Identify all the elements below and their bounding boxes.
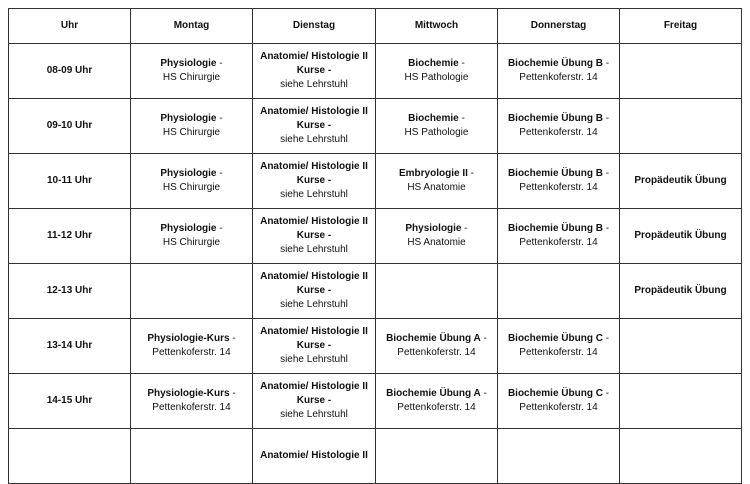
course-location: - xyxy=(216,58,223,69)
course-name: Physiologie xyxy=(160,168,217,179)
time-label: 10-11 Uhr xyxy=(46,175,93,186)
course-cell xyxy=(376,44,498,99)
course-location: - xyxy=(467,168,474,179)
course-line xyxy=(255,408,373,422)
course-cell xyxy=(376,264,498,319)
course-name: Kurse - xyxy=(296,230,332,241)
course-location: - xyxy=(480,333,487,344)
course-name: Biochemie Übung B xyxy=(507,168,603,179)
course-line xyxy=(133,167,250,181)
course-name: Kurse - xyxy=(296,395,332,406)
course-location: HS Anatomie xyxy=(407,237,466,248)
course-location: - xyxy=(602,168,610,179)
course-name: Anatomie/ Histologie II xyxy=(260,106,368,117)
course-line xyxy=(378,222,495,236)
course-line xyxy=(378,126,495,140)
column-header: Mittwoch xyxy=(376,9,498,44)
column-header: Dienstag xyxy=(253,9,376,44)
course-location: siehe Lehrstuhl xyxy=(280,409,348,420)
course-line xyxy=(500,332,617,346)
course-location: HS Anatomie xyxy=(407,182,466,193)
course-line xyxy=(500,236,617,250)
course-location: HS Chirurgie xyxy=(162,127,221,138)
course-line xyxy=(500,181,617,195)
course-location: Pettenkoferstr. 14 xyxy=(152,347,231,358)
course-line xyxy=(378,71,495,85)
course-line xyxy=(133,57,250,71)
course-line xyxy=(133,236,250,250)
course-line xyxy=(133,126,250,140)
course-cell xyxy=(620,44,742,99)
course-line xyxy=(255,50,373,64)
column-header: Montag xyxy=(131,9,253,44)
course-line xyxy=(378,332,495,346)
course-cell xyxy=(376,99,498,154)
course-location: Pettenkoferstr. 14 xyxy=(152,402,231,413)
course-name: Physiologie xyxy=(160,113,217,124)
course-line xyxy=(255,215,373,229)
course-cell xyxy=(620,374,742,429)
course-cell xyxy=(376,209,498,264)
course-name: Anatomie/ Histologie II xyxy=(260,381,368,392)
time-label: 11-12 Uhr xyxy=(46,230,93,241)
course-line xyxy=(133,387,250,401)
header-row xyxy=(9,9,742,44)
course-name: Biochemie Übung B xyxy=(507,113,603,124)
course-location: Pettenkoferstr. 14 xyxy=(519,182,598,193)
course-name: Kurse - xyxy=(296,120,332,131)
time-label: 08-09 Uhr xyxy=(46,65,93,76)
course-cell xyxy=(620,99,742,154)
course-location: Pettenkoferstr. 14 xyxy=(519,127,598,138)
course-line xyxy=(133,181,250,195)
course-line xyxy=(500,387,617,401)
course-location: - xyxy=(602,113,610,124)
course-line xyxy=(133,346,250,360)
course-line xyxy=(255,229,373,243)
course-cell xyxy=(498,209,620,264)
course-cell xyxy=(498,154,620,209)
course-cell xyxy=(131,319,253,374)
course-cell xyxy=(253,99,376,154)
course-cell xyxy=(253,429,376,484)
course-location: - xyxy=(229,388,236,399)
course-line xyxy=(255,133,373,147)
time-cell xyxy=(9,374,131,429)
course-name: Biochemie Übung A xyxy=(386,388,481,399)
course-line xyxy=(255,339,373,353)
timetable xyxy=(8,8,742,484)
time-label: 09-10 Uhr xyxy=(46,120,93,131)
table-row xyxy=(9,209,742,264)
course-line xyxy=(255,449,373,463)
course-line xyxy=(500,222,617,236)
course-name: Propädeutik Übung xyxy=(634,230,727,241)
course-name: Kurse - xyxy=(296,65,332,76)
course-name: Embryologie II xyxy=(398,168,468,179)
course-cell xyxy=(253,209,376,264)
course-line xyxy=(133,332,250,346)
course-line xyxy=(500,112,617,126)
course-line xyxy=(255,394,373,408)
course-name: Biochemie xyxy=(408,113,459,124)
course-line xyxy=(255,160,373,174)
course-cell xyxy=(253,154,376,209)
table-row xyxy=(9,154,742,209)
course-cell xyxy=(131,429,253,484)
course-line xyxy=(255,298,373,312)
course-line xyxy=(378,181,495,195)
course-cell xyxy=(131,209,253,264)
course-name: Physiologie xyxy=(160,223,217,234)
course-name: Biochemie xyxy=(408,58,459,69)
course-line xyxy=(622,229,739,243)
time-cell xyxy=(9,319,131,374)
course-location: Pettenkoferstr. 14 xyxy=(519,347,598,358)
time-label: 14-15 Uhr xyxy=(46,395,93,406)
course-cell xyxy=(620,429,742,484)
course-line xyxy=(500,126,617,140)
course-line xyxy=(133,401,250,415)
course-line xyxy=(255,380,373,394)
course-name: Biochemie Übung C xyxy=(507,333,603,344)
column-header: Donnerstag xyxy=(498,9,620,44)
course-cell xyxy=(376,319,498,374)
course-location: HS Pathologie xyxy=(404,72,469,83)
course-location: HS Pathologie xyxy=(404,127,469,138)
course-location: - xyxy=(216,223,223,234)
course-cell xyxy=(131,264,253,319)
course-location: Pettenkoferstr. 14 xyxy=(397,402,476,413)
course-line xyxy=(378,387,495,401)
course-name: Physiologie-Kurs xyxy=(147,333,230,344)
course-cell xyxy=(131,99,253,154)
course-location: - xyxy=(216,168,223,179)
course-line xyxy=(500,57,617,71)
course-line xyxy=(255,174,373,188)
course-line xyxy=(255,270,373,284)
column-header: Freitag xyxy=(620,9,742,44)
course-line xyxy=(255,78,373,92)
course-location: siehe Lehrstuhl xyxy=(280,189,348,200)
course-cell xyxy=(131,44,253,99)
course-name: Anatomie/ Histologie II xyxy=(260,271,368,282)
course-location: siehe Lehrstuhl xyxy=(280,244,348,255)
course-location: - xyxy=(461,223,468,234)
course-line xyxy=(255,284,373,298)
course-cell xyxy=(620,209,742,264)
table-row xyxy=(9,429,742,484)
course-line xyxy=(378,236,495,250)
course-location: - xyxy=(480,388,487,399)
course-cell xyxy=(253,44,376,99)
table-row xyxy=(9,44,742,99)
time-cell xyxy=(9,154,131,209)
course-line xyxy=(255,353,373,367)
course-name: Propädeutik Übung xyxy=(634,285,727,296)
course-line xyxy=(500,346,617,360)
course-name: Biochemie Übung A xyxy=(386,333,481,344)
time-cell xyxy=(9,429,131,484)
course-name: Physiologie-Kurs xyxy=(147,388,230,399)
course-location: - xyxy=(602,58,610,69)
course-name: Anatomie/ Histologie II xyxy=(260,161,368,172)
course-name: Kurse - xyxy=(296,175,332,186)
table-row xyxy=(9,264,742,319)
course-location: HS Chirurgie xyxy=(162,237,221,248)
course-line xyxy=(133,71,250,85)
course-cell xyxy=(376,154,498,209)
course-name: Anatomie/ Histologie II xyxy=(260,450,368,461)
course-name: Kurse - xyxy=(296,285,332,296)
course-name: Biochemie Übung B xyxy=(507,58,603,69)
course-cell xyxy=(498,44,620,99)
course-line xyxy=(255,119,373,133)
course-cell xyxy=(620,319,742,374)
course-name: Biochemie Übung C xyxy=(507,388,603,399)
course-location: - xyxy=(458,113,465,124)
course-location: Pettenkoferstr. 14 xyxy=(519,237,598,248)
course-cell xyxy=(131,154,253,209)
course-location: - xyxy=(458,58,465,69)
course-name: Propädeutik Übung xyxy=(634,175,727,186)
course-cell xyxy=(498,319,620,374)
course-line xyxy=(378,112,495,126)
course-line xyxy=(622,174,739,188)
column-header: Uhr xyxy=(9,9,131,44)
table-row xyxy=(9,374,742,429)
course-location: siehe Lehrstuhl xyxy=(280,354,348,365)
course-name: Kurse - xyxy=(296,340,332,351)
course-cell xyxy=(131,374,253,429)
course-location: Pettenkoferstr. 14 xyxy=(519,72,598,83)
time-cell xyxy=(9,44,131,99)
course-name: Anatomie/ Histologie II xyxy=(260,51,368,62)
table-row xyxy=(9,99,742,154)
course-name: Anatomie/ Histologie II xyxy=(260,216,368,227)
course-line xyxy=(500,167,617,181)
time-cell xyxy=(9,99,131,154)
course-cell xyxy=(498,99,620,154)
course-cell xyxy=(376,374,498,429)
course-cell xyxy=(253,319,376,374)
course-cell xyxy=(620,264,742,319)
course-location: siehe Lehrstuhl xyxy=(280,79,348,90)
course-name: Anatomie/ Histologie II xyxy=(260,326,368,337)
course-line xyxy=(378,346,495,360)
course-location: - xyxy=(216,113,223,124)
course-line xyxy=(622,284,739,298)
course-line xyxy=(500,71,617,85)
course-line xyxy=(133,112,250,126)
course-name: Physiologie xyxy=(405,223,462,234)
course-location: - xyxy=(229,333,236,344)
time-cell xyxy=(9,264,131,319)
course-line xyxy=(378,401,495,415)
course-cell xyxy=(620,154,742,209)
course-location: Pettenkoferstr. 14 xyxy=(397,347,476,358)
course-location: - xyxy=(602,333,610,344)
course-cell xyxy=(498,264,620,319)
table-row xyxy=(9,319,742,374)
course-line xyxy=(378,167,495,181)
time-cell xyxy=(9,209,131,264)
course-location: Pettenkoferstr. 14 xyxy=(519,402,598,413)
course-location: HS Chirurgie xyxy=(162,182,221,193)
course-line xyxy=(255,105,373,119)
course-line xyxy=(500,401,617,415)
course-line xyxy=(255,188,373,202)
course-name: Physiologie xyxy=(160,58,217,69)
course-line xyxy=(378,57,495,71)
course-location: HS Chirurgie xyxy=(162,72,221,83)
course-line xyxy=(255,64,373,78)
course-location: siehe Lehrstuhl xyxy=(280,134,348,145)
time-label: 12-13 Uhr xyxy=(46,285,93,296)
course-line xyxy=(255,325,373,339)
course-cell xyxy=(253,264,376,319)
course-cell xyxy=(498,429,620,484)
course-location: - xyxy=(602,223,610,234)
time-label: 13-14 Uhr xyxy=(46,340,93,351)
course-cell xyxy=(253,374,376,429)
course-cell xyxy=(498,374,620,429)
course-name: Biochemie Übung B xyxy=(507,223,603,234)
course-location: - xyxy=(602,388,610,399)
course-location: siehe Lehrstuhl xyxy=(280,299,348,310)
course-line xyxy=(255,243,373,257)
course-cell xyxy=(376,429,498,484)
course-line xyxy=(133,222,250,236)
